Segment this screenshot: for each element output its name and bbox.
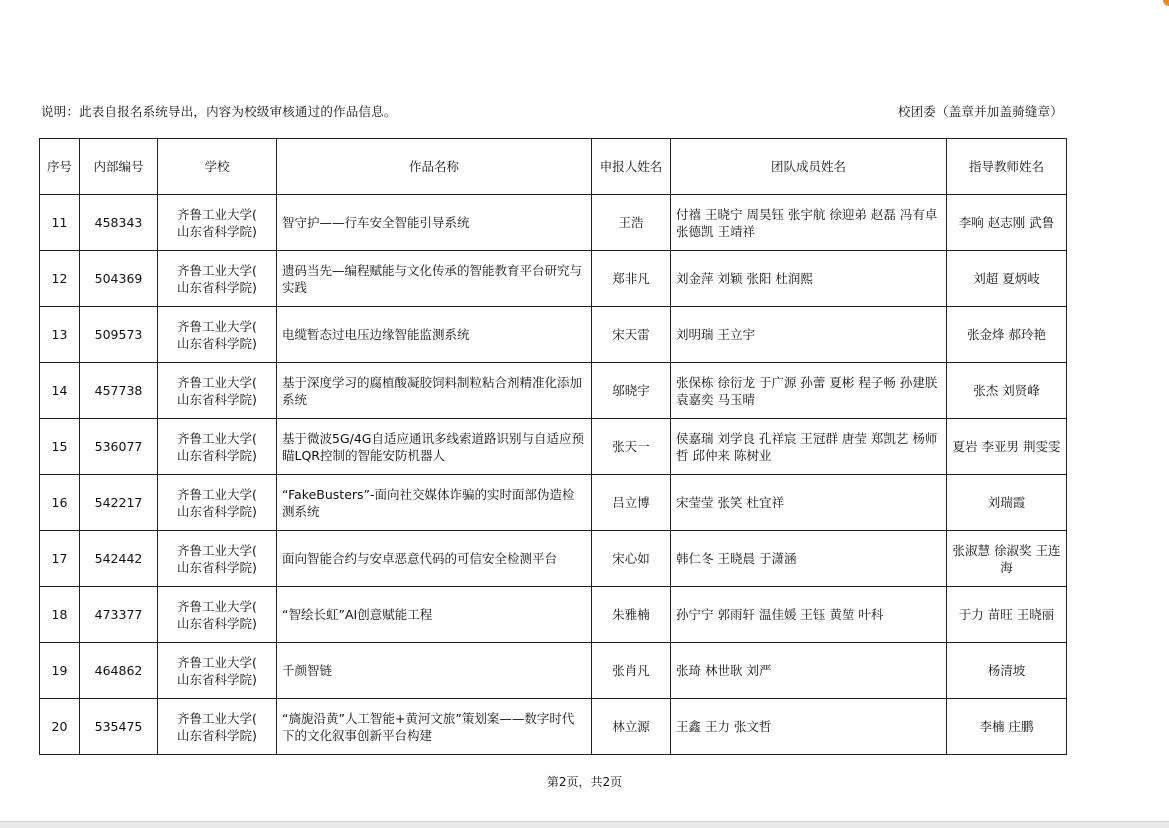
row-internal-id: 473377 <box>80 587 158 643</box>
table-row <box>40 475 1067 531</box>
header-school: 学校 <box>158 139 277 195</box>
row-advisors: 张金烽 郝玲艳 <box>947 307 1067 363</box>
row-internal-id: 542442 <box>80 531 158 587</box>
table-row <box>40 307 1067 363</box>
table-row <box>40 251 1067 307</box>
row-work-title: “FakeBusters”-面向社交媒体诈骗的实时面部伪造检测系统 <box>277 475 592 531</box>
row-work-title: 智守护——行车安全智能引导系统 <box>277 195 592 251</box>
row-index: 15 <box>40 419 80 475</box>
row-index: 12 <box>40 251 80 307</box>
row-team-members: 孙宁宁 郭雨轩 温佳媛 王钰 黄堃 叶科 <box>671 587 947 643</box>
row-applicant: 宋天雷 <box>592 307 671 363</box>
row-applicant: 张肖凡 <box>592 643 671 699</box>
row-applicant: 王浩 <box>592 195 671 251</box>
row-school: 齐鲁工业大学( 山东省科学院) <box>158 531 277 587</box>
row-team-members: 张琦 林世耿 刘严 <box>671 643 947 699</box>
table-header-row <box>40 139 1067 195</box>
explanation-note: 说明：此表自报名系统导出，内容为校级审核通过的作品信息。 <box>41 104 397 119</box>
row-advisors: 刘超 夏炳岐 <box>947 251 1067 307</box>
row-work-title: 遗码当先—编程赋能与文化传承的智能教育平台研究与实践 <box>277 251 592 307</box>
row-work-title: “智绘长虹”AI创意赋能工程 <box>277 587 592 643</box>
header-index: 序号 <box>40 139 80 195</box>
row-index: 18 <box>40 587 80 643</box>
row-team-members: 侯嘉瑞 刘学良 孔祥宸 王冠群 唐莹 郑凯艺 杨师哲 邱仲来 陈树业 <box>671 419 947 475</box>
row-school: 齐鲁工业大学( 山东省科学院) <box>158 251 277 307</box>
row-applicant: 林立源 <box>592 699 671 755</box>
table-row <box>40 643 1067 699</box>
header-work-title: 作品名称 <box>277 139 592 195</box>
row-advisors: 张淑慧 徐淑奖 王连海 <box>947 531 1067 587</box>
table-body <box>40 195 1067 755</box>
row-internal-id: 509573 <box>80 307 158 363</box>
row-index: 11 <box>40 195 80 251</box>
works-table <box>39 138 1067 755</box>
row-index: 14 <box>40 363 80 419</box>
row-school: 齐鲁工业大学( 山东省科学院) <box>158 419 277 475</box>
row-school: 齐鲁工业大学( 山东省科学院) <box>158 195 277 251</box>
table-row <box>40 699 1067 755</box>
row-advisors: 杨清坡 <box>947 643 1067 699</box>
row-applicant: 邬晓宇 <box>592 363 671 419</box>
row-index: 16 <box>40 475 80 531</box>
row-school: 齐鲁工业大学( 山东省科学院) <box>158 643 277 699</box>
row-work-title: 千颜智链 <box>277 643 592 699</box>
row-team-members: 韩仁冬 王晓晨 于潇涵 <box>671 531 947 587</box>
row-index: 17 <box>40 531 80 587</box>
row-team-members: 付禧 王晓宁 周昊钰 张宇航 徐迎弟 赵磊 冯有卓 张德凯 王靖祥 <box>671 195 947 251</box>
table-row <box>40 363 1067 419</box>
row-team-members: 刘明瑞 王立宇 <box>671 307 947 363</box>
row-internal-id: 457738 <box>80 363 158 419</box>
row-school: 齐鲁工业大学( 山东省科学院) <box>158 699 277 755</box>
row-internal-id: 536077 <box>80 419 158 475</box>
row-index: 20 <box>40 699 80 755</box>
row-school: 齐鲁工业大学( 山东省科学院) <box>158 587 277 643</box>
row-internal-id: 542217 <box>80 475 158 531</box>
row-internal-id: 535475 <box>80 699 158 755</box>
table-row <box>40 587 1067 643</box>
row-internal-id: 504369 <box>80 251 158 307</box>
header-internal-id: 内部编号 <box>80 139 158 195</box>
row-school: 齐鲁工业大学( 山东省科学院) <box>158 475 277 531</box>
row-team-members: 张保栋 徐衍龙 于广源 孙蕾 夏彬 程子畅 孙建朕 袁嘉奕 马玉晴 <box>671 363 947 419</box>
row-advisors: 刘瑞霞 <box>947 475 1067 531</box>
row-index: 19 <box>40 643 80 699</box>
table-row <box>40 419 1067 475</box>
header-advisors: 指导教师姓名 <box>947 139 1067 195</box>
row-work-title: 基于深度学习的腐植酸凝胶饲料制粒粘合剂精准化添加系统 <box>277 363 592 419</box>
header-applicant: 申报人姓名 <box>592 139 671 195</box>
row-team-members: 宋莹莹 张笑 杜宜祥 <box>671 475 947 531</box>
row-advisors: 夏岩 李亚男 荆雯雯 <box>947 419 1067 475</box>
row-applicant: 郑非凡 <box>592 251 671 307</box>
stamp-note: 校团委（盖章并加盖骑缝章） <box>897 104 1063 119</box>
header-team-members: 团队成员姓名 <box>671 139 947 195</box>
row-team-members: 刘金萍 刘颖 张阳 杜润熙 <box>671 251 947 307</box>
row-work-title: 电缆暂态过电压边缘智能监测系统 <box>277 307 592 363</box>
row-advisors: 李响 赵志刚 武鲁 <box>947 195 1067 251</box>
table-row <box>40 531 1067 587</box>
row-internal-id: 464862 <box>80 643 158 699</box>
row-team-members: 王鑫 王力 张文哲 <box>671 699 947 755</box>
row-advisors: 于力 苗旺 王晓丽 <box>947 587 1067 643</box>
page-number: 第2页，共2页 <box>546 775 623 789</box>
row-school: 齐鲁工业大学( 山东省科学院) <box>158 307 277 363</box>
row-work-title: 面向智能合约与安卓恶意代码的可信安全检测平台 <box>277 531 592 587</box>
row-work-title: 基于微波5G/4G自适应通讯多线索道路识别与自适应预瞄LQR控制的智能安防机器人 <box>277 419 592 475</box>
row-applicant: 吕立博 <box>592 475 671 531</box>
row-applicant: 朱雅楠 <box>592 587 671 643</box>
row-work-title: “旖旎沿黄”人工智能+黄河文旅”策划案——数字时代下的文化叙事创新平台构建 <box>277 699 592 755</box>
row-index: 13 <box>40 307 80 363</box>
row-applicant: 张天一 <box>592 419 671 475</box>
row-advisors: 李楠 庄鹏 <box>947 699 1067 755</box>
row-applicant: 宋心如 <box>592 531 671 587</box>
row-advisors: 张杰 刘贤峰 <box>947 363 1067 419</box>
corner-indicator <box>1163 0 1169 6</box>
row-school: 齐鲁工业大学( 山东省科学院) <box>158 363 277 419</box>
table-row <box>40 195 1067 251</box>
row-internal-id: 458343 <box>80 195 158 251</box>
